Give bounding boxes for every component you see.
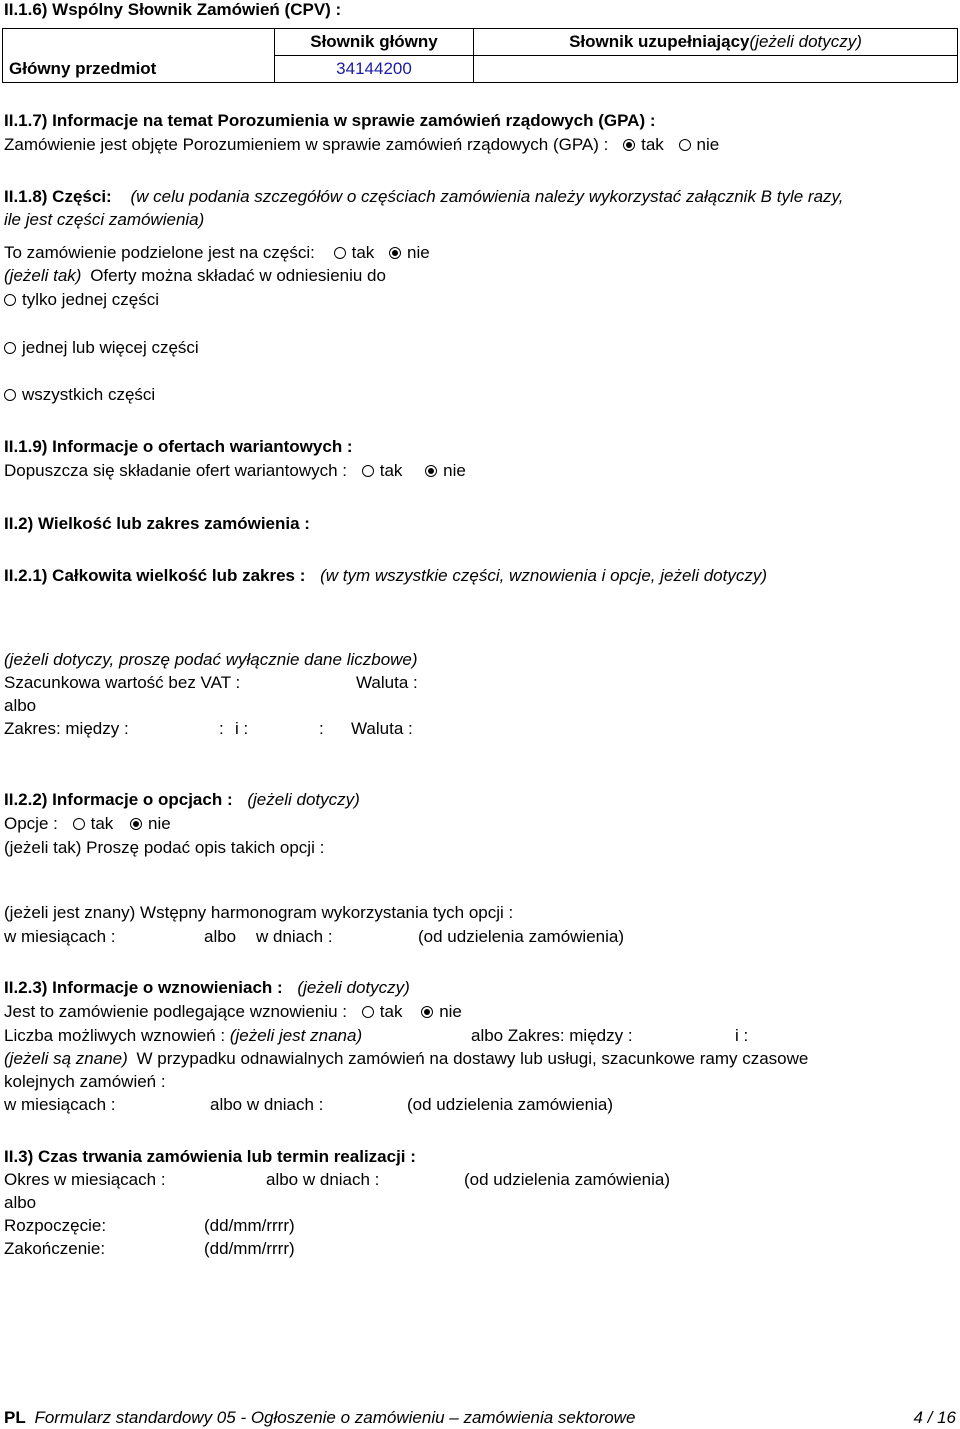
options-schedule: (jeżeli jest znany) Wstępny harmonogram wykorzystania tych opcji : (4, 903, 514, 922)
parts-offers-line (4, 266, 386, 286)
variants-yes-radio[interactable] (362, 465, 374, 477)
gpa-question: Zamówienie jest objęte Porozumieniem w sprawie zamówień rządowych (GPA) : (4, 135, 609, 154)
cpv-col-supp-note: (jeżeli dotyczy) (749, 32, 862, 51)
options-question: Opcje : (4, 814, 58, 833)
footer-page: 4 / 16 (913, 1408, 956, 1427)
renewals-timeframe-1: W przypadku odnawialnych zamówień na dostawy lub usługi, szacunkowe ramy czasowe (136, 1049, 809, 1068)
duration-or-days: albo w dniach : (266, 1170, 380, 1189)
options-note: (jeżeli dotyczy) (247, 790, 360, 809)
parts-opt-more-line (4, 338, 199, 358)
cpv-main-code: 34144200 (275, 56, 474, 83)
total-range-label: Zakres: między : (4, 719, 129, 738)
duration-start-label: Rozpoczęcie: (4, 1216, 107, 1235)
footer-lang: PL (4, 1408, 26, 1427)
renewals-timeframe-2: kolejnych zamówień : (4, 1072, 166, 1091)
options-question-line (4, 814, 171, 834)
parts-one-radio[interactable] (4, 294, 16, 306)
gpa-question-line (4, 135, 719, 155)
options-heading-line (4, 790, 360, 810)
variants-question: Dopuszcza się składanie ofert wariantowych : (4, 461, 347, 480)
renewals-yes-radio[interactable] (362, 1006, 374, 1018)
options-no-label: nie (148, 814, 171, 833)
gpa-no-radio[interactable] (679, 139, 691, 151)
cpv-table (2, 28, 958, 83)
renewals-count-note: (jeżeli jest znana) (229, 1026, 363, 1045)
parts-all-radio[interactable] (4, 389, 16, 401)
variants-question-line (4, 461, 466, 481)
renewals-or-range: albo Zakres: między : (471, 1026, 633, 1045)
total-currency2-label: Waluta : (351, 719, 413, 738)
renewals-no-radio[interactable] (421, 1006, 433, 1018)
parts-all-label: wszystkich części (22, 385, 156, 404)
renewals-and-label: i : (735, 1026, 749, 1045)
cpv-col-main: Słownik główny (275, 29, 474, 56)
renewals-count-label: Liczba możliwych wznowień : (4, 1026, 226, 1045)
gpa-heading: II.1.7) Informacje na temat Porozumienia w sprawie zamówień rządowych (GPA) : (4, 111, 656, 130)
renewals-question-line (4, 1002, 462, 1022)
parts-no-label: nie (407, 243, 430, 262)
renewals-if-known: (jeżeli są znane) (4, 1049, 128, 1068)
parts-heading: II.1.8) Części: (4, 187, 112, 206)
parts-opt-one-line (4, 290, 159, 310)
total-or: albo (4, 696, 37, 715)
options-yes-radio[interactable] (73, 818, 85, 830)
total-numeric-note: (jeżeli dotyczy, proszę podać wyłącznie dane liczbowe) (4, 650, 418, 669)
options-days-label: w dniach : (256, 927, 333, 946)
variants-heading: II.1.9) Informacje o ofertach wariantowych : (4, 437, 353, 456)
options-months-label: w miesiącach : (4, 927, 116, 946)
renewals-months-label: w miesiącach : (4, 1095, 116, 1114)
total-range-colon: : (219, 719, 224, 738)
options-from-award: (od udzielenia zamówienia) (418, 927, 625, 946)
total-heading-line (4, 566, 767, 586)
gpa-yes-radio[interactable] (623, 139, 635, 151)
variants-yes-label: tak (379, 461, 403, 480)
renewals-heading: II.2.3) Informacje o wznowieniach : (4, 978, 283, 997)
renewals-note: (jeżeli dotyczy) (297, 978, 410, 997)
options-heading: II.2.2) Informacje o opcjach : (4, 790, 233, 809)
gpa-no-label: nie (696, 135, 720, 154)
duration-from-award: (od udzielenia zamówienia) (464, 1170, 671, 1189)
duration-heading: II.3) Czas trwania zamówienia lub termin realizacji : (4, 1147, 416, 1166)
cpv-col-supp (474, 29, 958, 56)
renewals-count-line (4, 1026, 362, 1046)
parts-more-radio[interactable] (4, 342, 16, 354)
renewals-timeframe-line (4, 1049, 808, 1069)
parts-yes-radio[interactable] (334, 247, 346, 259)
gpa-yes-label: tak (641, 135, 664, 154)
renewals-question: Jest to zamówienie podlegające wznowieniu : (4, 1002, 348, 1021)
parts-if-yes: (jeżeli tak) (4, 266, 82, 285)
total-heading: II.2.1) Całkowita wielkość lub zakres : (4, 566, 306, 585)
parts-heading-line (4, 187, 844, 207)
variants-no-radio[interactable] (425, 465, 437, 477)
duration-or: albo (4, 1193, 37, 1212)
options-describe: (jeżeli tak) Proszę podać opis takich opcji : (4, 838, 325, 857)
options-or: albo (204, 927, 237, 946)
cpv-row-label: Główny przedmiot (3, 56, 275, 83)
options-no-radio[interactable] (130, 818, 142, 830)
cpv-supp-code (474, 56, 958, 83)
total-estimate-label: Szacunkowa wartość bez VAT : (4, 673, 241, 692)
parts-yes-label: tak (351, 243, 375, 262)
parts-more-label: jednej lub więcej części (22, 338, 199, 357)
duration-start-format: (dd/mm/rrrr) (204, 1216, 295, 1235)
footer-line (4, 1408, 635, 1428)
parts-note-1: (w celu podania szczegółów o częściach zamówienia należy wykorzystać załącznik B tyle razy, (130, 187, 844, 206)
renewals-yes-label: tak (379, 1002, 403, 1021)
total-and-colon: : (319, 719, 324, 738)
renewals-or-days: albo w dniach : (210, 1095, 324, 1114)
duration-months-label: Okres w miesiącach : (4, 1170, 166, 1189)
parts-offers: Oferty można składać w odniesieniu do (90, 266, 386, 285)
parts-question: To zamówienie podzielone jest na części: (4, 243, 315, 262)
renewals-no-label: nie (439, 1002, 462, 1021)
parts-no-radio[interactable] (389, 247, 401, 259)
size-heading: II.2) Wielkość lub zakres zamówienia : (4, 514, 310, 533)
total-and-label: i : (235, 719, 249, 738)
footer-title: Formularz standardowy 05 - Ogłoszenie o zamówieniu – zamówienia sektorowe (34, 1408, 636, 1427)
duration-end-format: (dd/mm/rrrr) (204, 1239, 295, 1258)
cpv-heading: II.1.6) Wspólny Słownik Zamówień (CPV) : (4, 0, 342, 19)
duration-end-label: Zakończenie: (4, 1239, 106, 1258)
parts-opt-all-line (4, 385, 155, 405)
total-note: (w tym wszystkie części, wznowienia i opcje, jeżeli dotyczy) (320, 566, 767, 585)
parts-note-2: ile jest części zamówienia) (4, 210, 205, 229)
cpv-col-supp-label: Słownik uzupełniający (569, 32, 750, 51)
renewals-from-award: (od udzielenia zamówienia) (407, 1095, 614, 1114)
options-yes-label: tak (90, 814, 114, 833)
renewals-heading-line (4, 978, 410, 998)
total-currency-label: Waluta : (356, 673, 418, 692)
parts-question-line (4, 243, 430, 263)
variants-no-label: nie (443, 461, 466, 480)
parts-one-label: tylko jednej części (22, 290, 160, 309)
cpv-empty-cell (3, 29, 275, 56)
